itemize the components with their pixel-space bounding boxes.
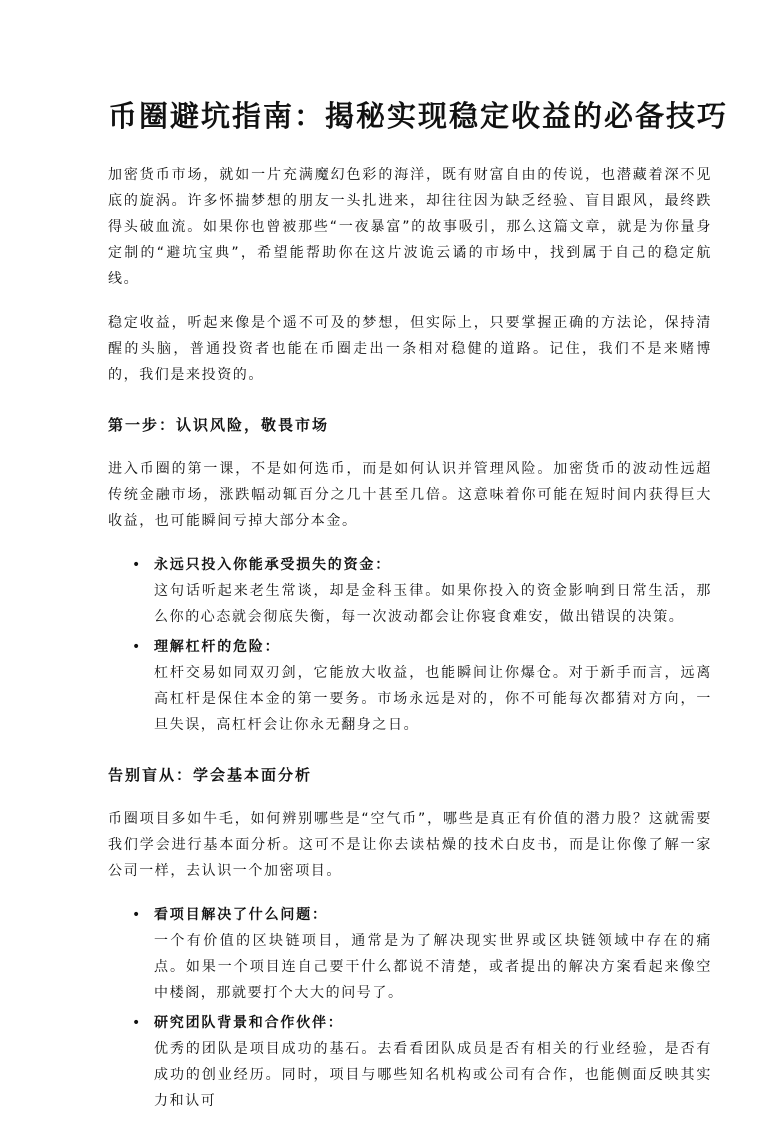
section-paragraph-risk: 进入币圈的第一课，不是如何选币，而是如何认识并管理风险。加密货币的波动性远超传统金融市场，涨跌幅动辄百分之几十甚至几倍。这意味着你可能在短时间内获得巨大收益，也可能瞬间亏掉大部分本金。 [108, 461, 712, 529]
list-item [108, 902, 712, 1006]
list-item-text: 一个有价值的区块链项目，通常是为了解决现实世界或区块链领域中存在的痛点。如果一个项目连自己要干什么都说不清楚，或者提出的解决方案看起来像空中楼阁，那就要打个大大的问号了。 [154, 933, 712, 1001]
section-heading-risk: 第一步：认识风险，敬畏市场 [108, 416, 330, 434]
list-item [108, 634, 712, 738]
list-item-title: 研究团队背景和合作伙伴： [154, 1015, 344, 1031]
section-paragraph-fundamentals: 币圈项目多如牛毛，如何辨别哪些是“空气币”，哪些是真正有价值的潜力股？这就需要我们学会进行基本面分析。这可不是让你去读枯燥的技术白皮书，而是让你像了解一家公司一样，去认识一个加密项目。 [108, 811, 712, 879]
intro-paragraph-1: 加密货币市场，就如一片充满魔幻色彩的海洋，既有财富自由的传说，也潜藏着深不见底的旋涡。许多怀揣梦想的朋友一头扎进来，却往往因为缺乏经验、盲目跟风，最终跌得头破血流。如果你也曾被那些“一夜暴富”的故事吸引，那么这篇文章，就是为你量身定制的“避坑宝典”，希望能帮助你在这片波诡云谲的市场中，找到属于自己的稳定航线。 [108, 167, 712, 287]
list-item-text: 这句话听起来老生常谈，却是金科玉律。如果你投入的资金影响到日常生活，那么你的心态就会彻底失衡，每一次波动都会让你寝食难安，做出错误的决策。 [154, 583, 712, 625]
list-item-text: 优秀的团队是项目成功的基石。去看看团队成员是否有相关的行业经验，是否有成功的创业经历。同时，项目与哪些知名机构或公司有合作，也能侧面反映其实力和认可 [154, 1041, 712, 1109]
bullet-icon: • [132, 907, 141, 923]
list-item [108, 1010, 712, 1114]
list-item-title: 看项目解决了什么问题： [154, 907, 328, 923]
bullet-icon: • [132, 1015, 141, 1031]
bullet-list-fundamentals [108, 902, 712, 1114]
article-title: 币圈避坑指南：揭秘实现稳定收益的必备技巧 [108, 99, 729, 133]
bullet-list-risk [108, 552, 712, 738]
article [108, 96, 729, 1130]
list-item-text: 杠杆交易如同双刃剑，它能放大收益，也能瞬间让你爆仓。对于新手而言，远离高杠杆是保住本金的第一要务。市场永远是对的，你不可能每次都猜对方向，一旦失误，高杠杆会让你永无翻身之日。 [154, 665, 712, 733]
list-item [108, 552, 712, 630]
section-heading-fundamentals: 告别盲从：学会基本面分析 [108, 766, 313, 784]
list-item-title: 理解杠杆的危险： [154, 639, 281, 655]
bullet-icon: • [132, 639, 141, 655]
bullet-icon: • [132, 557, 141, 573]
intro-paragraph-2: 稳定收益，听起来像是个遥不可及的梦想，但实际上，只要掌握正确的方法论，保持清醒的头脑，普通投资者也能在币圈走出一条相对稳健的道路。记住，我们不是来赌博的，我们是来投资的。 [108, 315, 712, 383]
list-item-title: 永远只投入你能承受损失的资金： [154, 557, 391, 573]
